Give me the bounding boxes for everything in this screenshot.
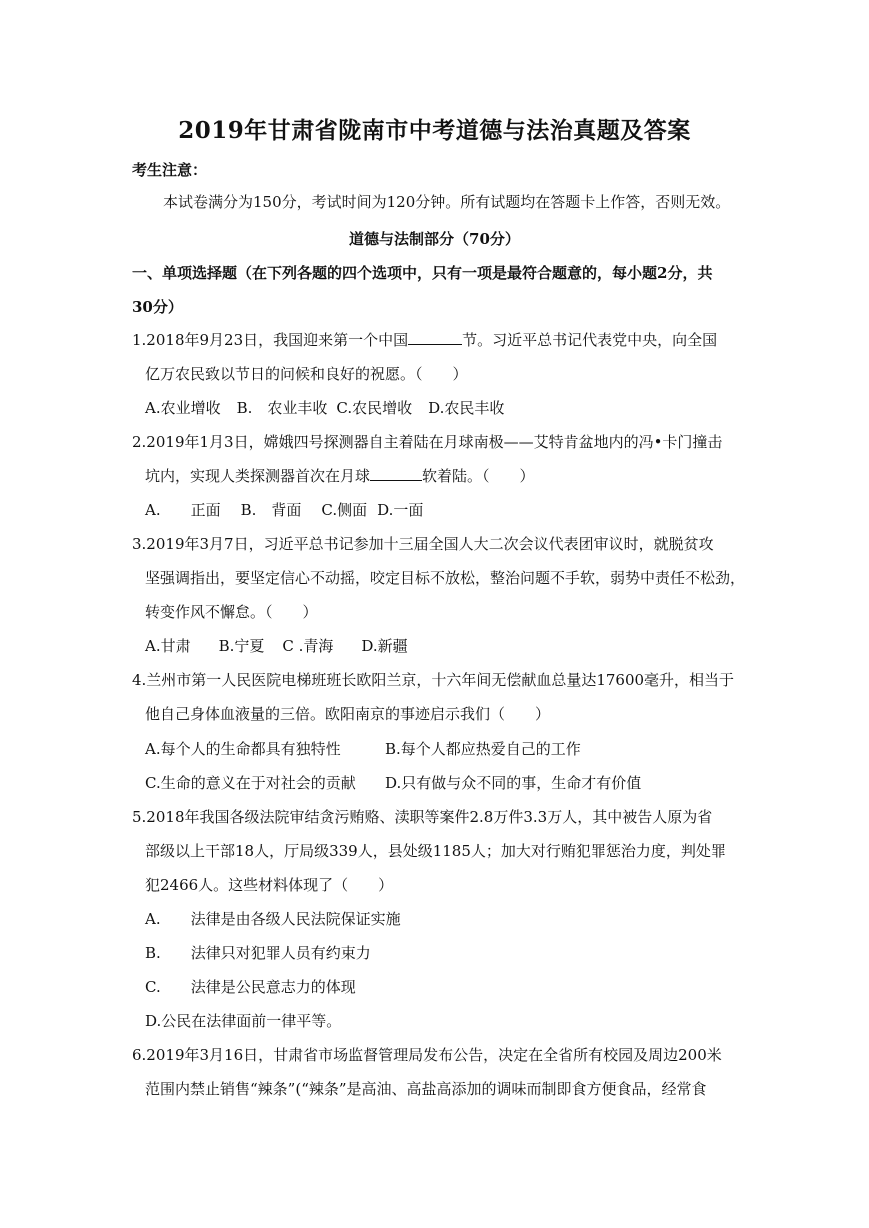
option-text: 法律是由各级人民法院保证实施 bbox=[190, 910, 401, 928]
option-text: 法律是公民意志力的体现 bbox=[190, 978, 356, 996]
question-1-line2: 亿万农民致以节日的问候和良好的祝愿。（ ） bbox=[145, 365, 468, 383]
question-3-line3: 转变作风不懈怠。（ ） bbox=[145, 603, 318, 621]
option-c: C.侧面 bbox=[321, 501, 368, 519]
question-1-blank bbox=[408, 330, 462, 345]
question-3-line2: 坚强调指出，要坚定信心不动摇，咬定目标不放松，整治问题不手软，弱势中责任不松劲， bbox=[145, 569, 746, 587]
question-3-line1: 3.2019年3月7日，习近平总书记参加十三届全国人大二次会议代表团审议时，就脱贫攻 bbox=[132, 535, 714, 553]
option-text: 法律只对犯罪人员有约束力 bbox=[190, 944, 371, 962]
question-2-options bbox=[145, 500, 423, 520]
question-2-text-a: 坑内，实现人类探测器首次在月球 bbox=[145, 467, 371, 485]
option-b: B. 背面 bbox=[240, 501, 302, 519]
question-4-line2: 他自己身体血液量的三倍。欧阳南京的事迹启示我们（ ） bbox=[145, 705, 551, 723]
page-title: 2019年甘肃省陇南市中考道德与法治真题及答案 bbox=[178, 117, 691, 144]
question-1-text-a: 1.2018年9月23日，我国迎来第一个中国 bbox=[132, 331, 409, 349]
option-b: B.宁夏 bbox=[218, 637, 265, 655]
question-5-line3: 犯2466人。这些材料体现了（ ） bbox=[145, 876, 394, 894]
question-6-line2: 范围内禁止销售“辣条”(“辣条”是高油、高盐高添加的调味而制即食方便食品，经常食 bbox=[145, 1080, 707, 1098]
part1-instruction-line2: 30分） bbox=[132, 298, 183, 316]
question-5-line2: 部级以上干部18人，厅局级339人，县处级1185人；加大对行贿犯罪惩治力度，判处罪 bbox=[145, 842, 726, 860]
option-d: D.一面 bbox=[377, 501, 424, 519]
question-1-options bbox=[145, 398, 504, 418]
option-c: C .青海 bbox=[282, 637, 334, 655]
question-4-line1: 4.兰州市第一人民医院电梯班班长欧阳兰京，十六年间无偿献血总量达17600毫升，相当于 bbox=[132, 671, 735, 689]
option-a: A.甘肃 bbox=[145, 637, 191, 655]
question-4-option-d: D.只有做与众不同的事，生命才有价值 bbox=[385, 774, 642, 792]
option-a: A.农业增收 bbox=[145, 399, 221, 417]
question-4-option-a: A.每个人的生命都具有独特性 bbox=[145, 740, 341, 758]
question-1-text-b: 节。习近平总书记代表党中央，向全国 bbox=[462, 331, 718, 349]
notice-text: 本试卷满分为150分，考试时间为120分钟。所有试题均在答题卡上作答，否则无效。 bbox=[163, 193, 731, 211]
option-a-text: 正面 bbox=[190, 501, 221, 519]
option-b: B. 农业丰收 bbox=[236, 399, 328, 417]
notice-heading: 考生注意： bbox=[132, 161, 208, 179]
part1-instruction-line1: 一、单项选择题（在下列各题的四个选项中，只有一项是最符合题意的，每小题2分，共 bbox=[132, 264, 713, 282]
option-letter: B. bbox=[145, 944, 161, 962]
option-d: D.新疆 bbox=[361, 637, 408, 655]
option-c: C.农民增收 bbox=[336, 399, 413, 417]
question-4-option-b: B.每个人都应热爱自己的工作 bbox=[385, 740, 581, 758]
option-d: D.农民丰收 bbox=[428, 399, 505, 417]
option-letter: C. bbox=[145, 978, 161, 996]
question-5-line1: 5.2018年我国各级法院审结贪污贿赂、渎职等案件2.8万件3.3万人，其中被告人原为省 bbox=[132, 808, 713, 826]
question-5-option-c bbox=[145, 977, 356, 997]
question-4-option-c: C.生命的意义在于对社会的贡献 bbox=[145, 774, 356, 792]
question-2-line1: 2.2019年1月3日，嫦娥四号探测器自主着陆在月球南极——艾特肯盆地内的冯•卡门撞击 bbox=[132, 433, 723, 451]
option-letter: A. bbox=[145, 910, 161, 928]
question-3-options bbox=[145, 636, 408, 656]
question-5-option-a bbox=[145, 909, 401, 929]
question-2-text-b: 软着陆。（ ） bbox=[422, 467, 535, 485]
question-2-blank bbox=[370, 466, 422, 481]
question-5-option-d: D.公民在法律面前一律平等。 bbox=[145, 1012, 342, 1030]
question-6-line1: 6.2019年3月16日，甘肃省市场监督管理局发布公告，决定在全省所有校园及周边200米 bbox=[132, 1046, 722, 1064]
option-a: A. bbox=[145, 501, 161, 519]
section-heading: 道德与法制部分（70分） bbox=[349, 230, 520, 248]
question-2-line2 bbox=[145, 466, 535, 486]
question-5-option-b bbox=[145, 943, 371, 963]
question-1-line1 bbox=[132, 330, 717, 350]
